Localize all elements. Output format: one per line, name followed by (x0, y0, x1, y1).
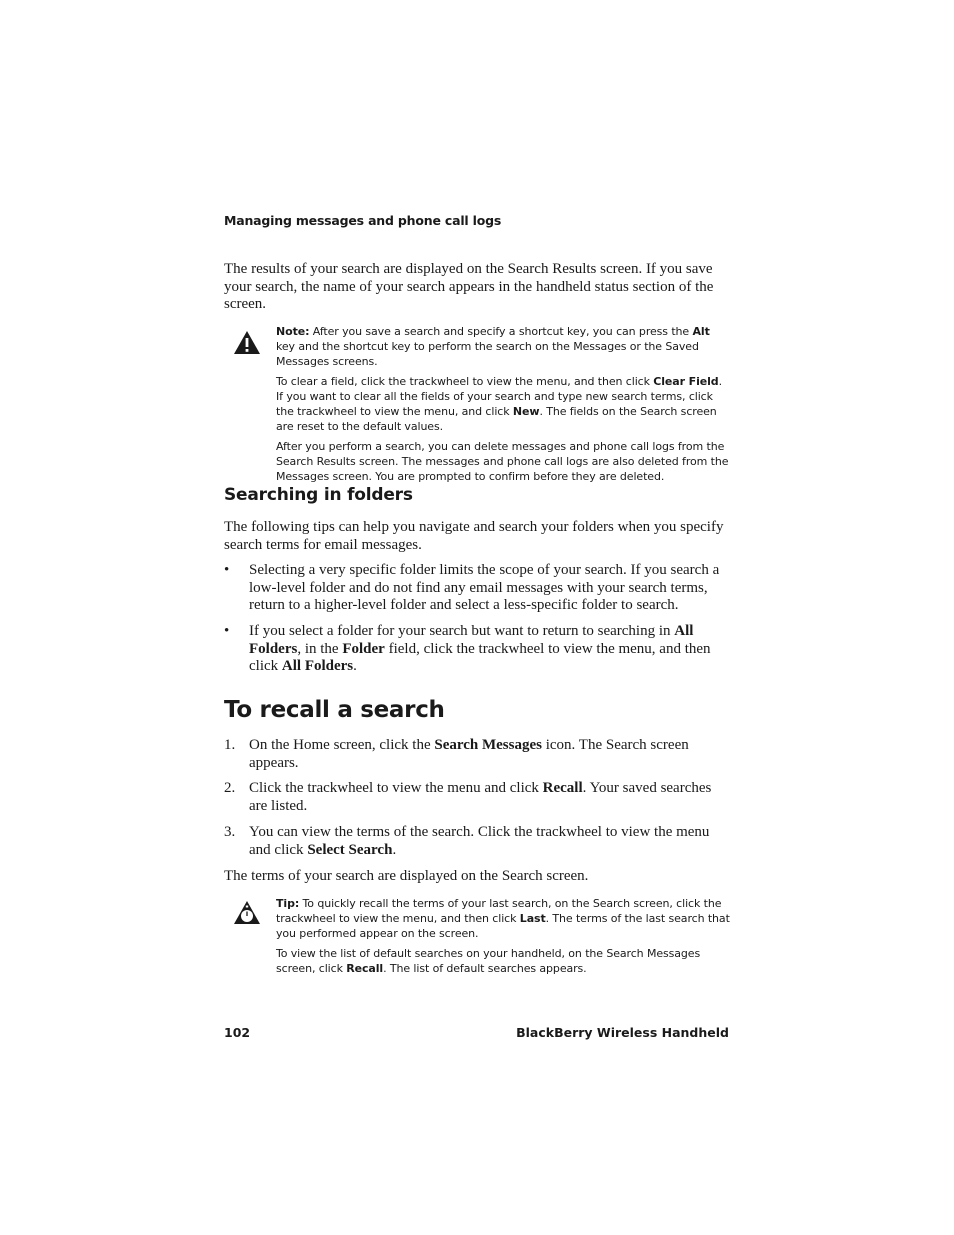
step-number: 2. (224, 780, 236, 796)
procedure-step (224, 737, 732, 772)
step-text: You can view the terms of the search. Click the trackwheel to view the menu and click Select Search. (249, 824, 710, 858)
procedure-step (224, 780, 732, 815)
step-number: 3. (224, 824, 236, 840)
note-paragraph-2: To clear a field, click the trackwheel to view the menu, and then click Clear Field. If you want to clear all the fields of your search and type new search terms, click the trackwheel to view the menu, and click New. The fields on the Search screen are reset to the default values. (276, 375, 722, 433)
bullet-marker: • (224, 623, 230, 639)
tip-paragraph-1: Tip: To quickly recall the terms of your last search, on the Search screen, click the trackwheel to view the menu, and then click Last. The terms of the last search that you performed appear on the screen. (276, 897, 730, 940)
step-number: 1. (224, 737, 236, 753)
note-paragraph-3: After you perform a search, you can delete messages and phone call logs from the Search Results screen. The messages and phone call logs are also deleted from the Messages screen. You are prompted to confirm before they are deleted. (276, 440, 729, 483)
footer-book-title: BlackBerry Wireless Handheld (516, 1025, 729, 1040)
procedure-heading: To recall a search (224, 697, 445, 723)
section-heading: Searching in folders (224, 485, 413, 505)
step-text: On the Home screen, click the Search Messages icon. The Search screen appears. (249, 737, 689, 771)
step-text: Click the trackwheel to view the menu and click Recall. Your saved searches are listed. (249, 780, 712, 814)
list-item (224, 562, 732, 615)
intro-paragraph: The results of your search are displayed on the Search Results screen. If you save your search, the name of your search appears in the handheld status section of the screen. (224, 261, 714, 312)
tip-paragraph-2: To view the list of default searches on your handheld, on the Search Messages screen, click Recall. The list of default searches appears. (276, 947, 701, 975)
page-number: 102 (224, 1025, 251, 1040)
tip-label: Tip: (276, 897, 300, 910)
list-item (224, 623, 732, 676)
note-block (276, 324, 732, 489)
section-intro: The following tips can help you navigate and search your folders when you specify search terms for email messages. (224, 519, 724, 553)
procedure-result: The terms of your search are displayed on the Search screen. (224, 868, 589, 884)
bullet-text: Selecting a very specific folder limits the scope of your search. If you search a low-level folder and do not find any email messages with your search terms, return to a higher-level folder and select a less-specific folder to search. (249, 562, 720, 613)
procedure-step (224, 824, 732, 859)
note-paragraph-1: Note: After you save a search and specify a shortcut key, you can press the Alt key and the shortcut key to perform the search on the Messages or the Saved Messages screens. (276, 325, 710, 368)
note-label: Note: (276, 325, 310, 338)
bullet-marker: • (224, 562, 230, 578)
tip-block (276, 896, 732, 981)
stopwatch-icon (233, 900, 261, 928)
bullet-text: If you select a folder for your search but want to return to searching in All Folders, in the Folder field, click the trackwheel to view the menu, and then click All Folders. (249, 623, 711, 674)
warning-icon (233, 330, 261, 358)
running-header: Managing messages and phone call logs (224, 213, 502, 228)
